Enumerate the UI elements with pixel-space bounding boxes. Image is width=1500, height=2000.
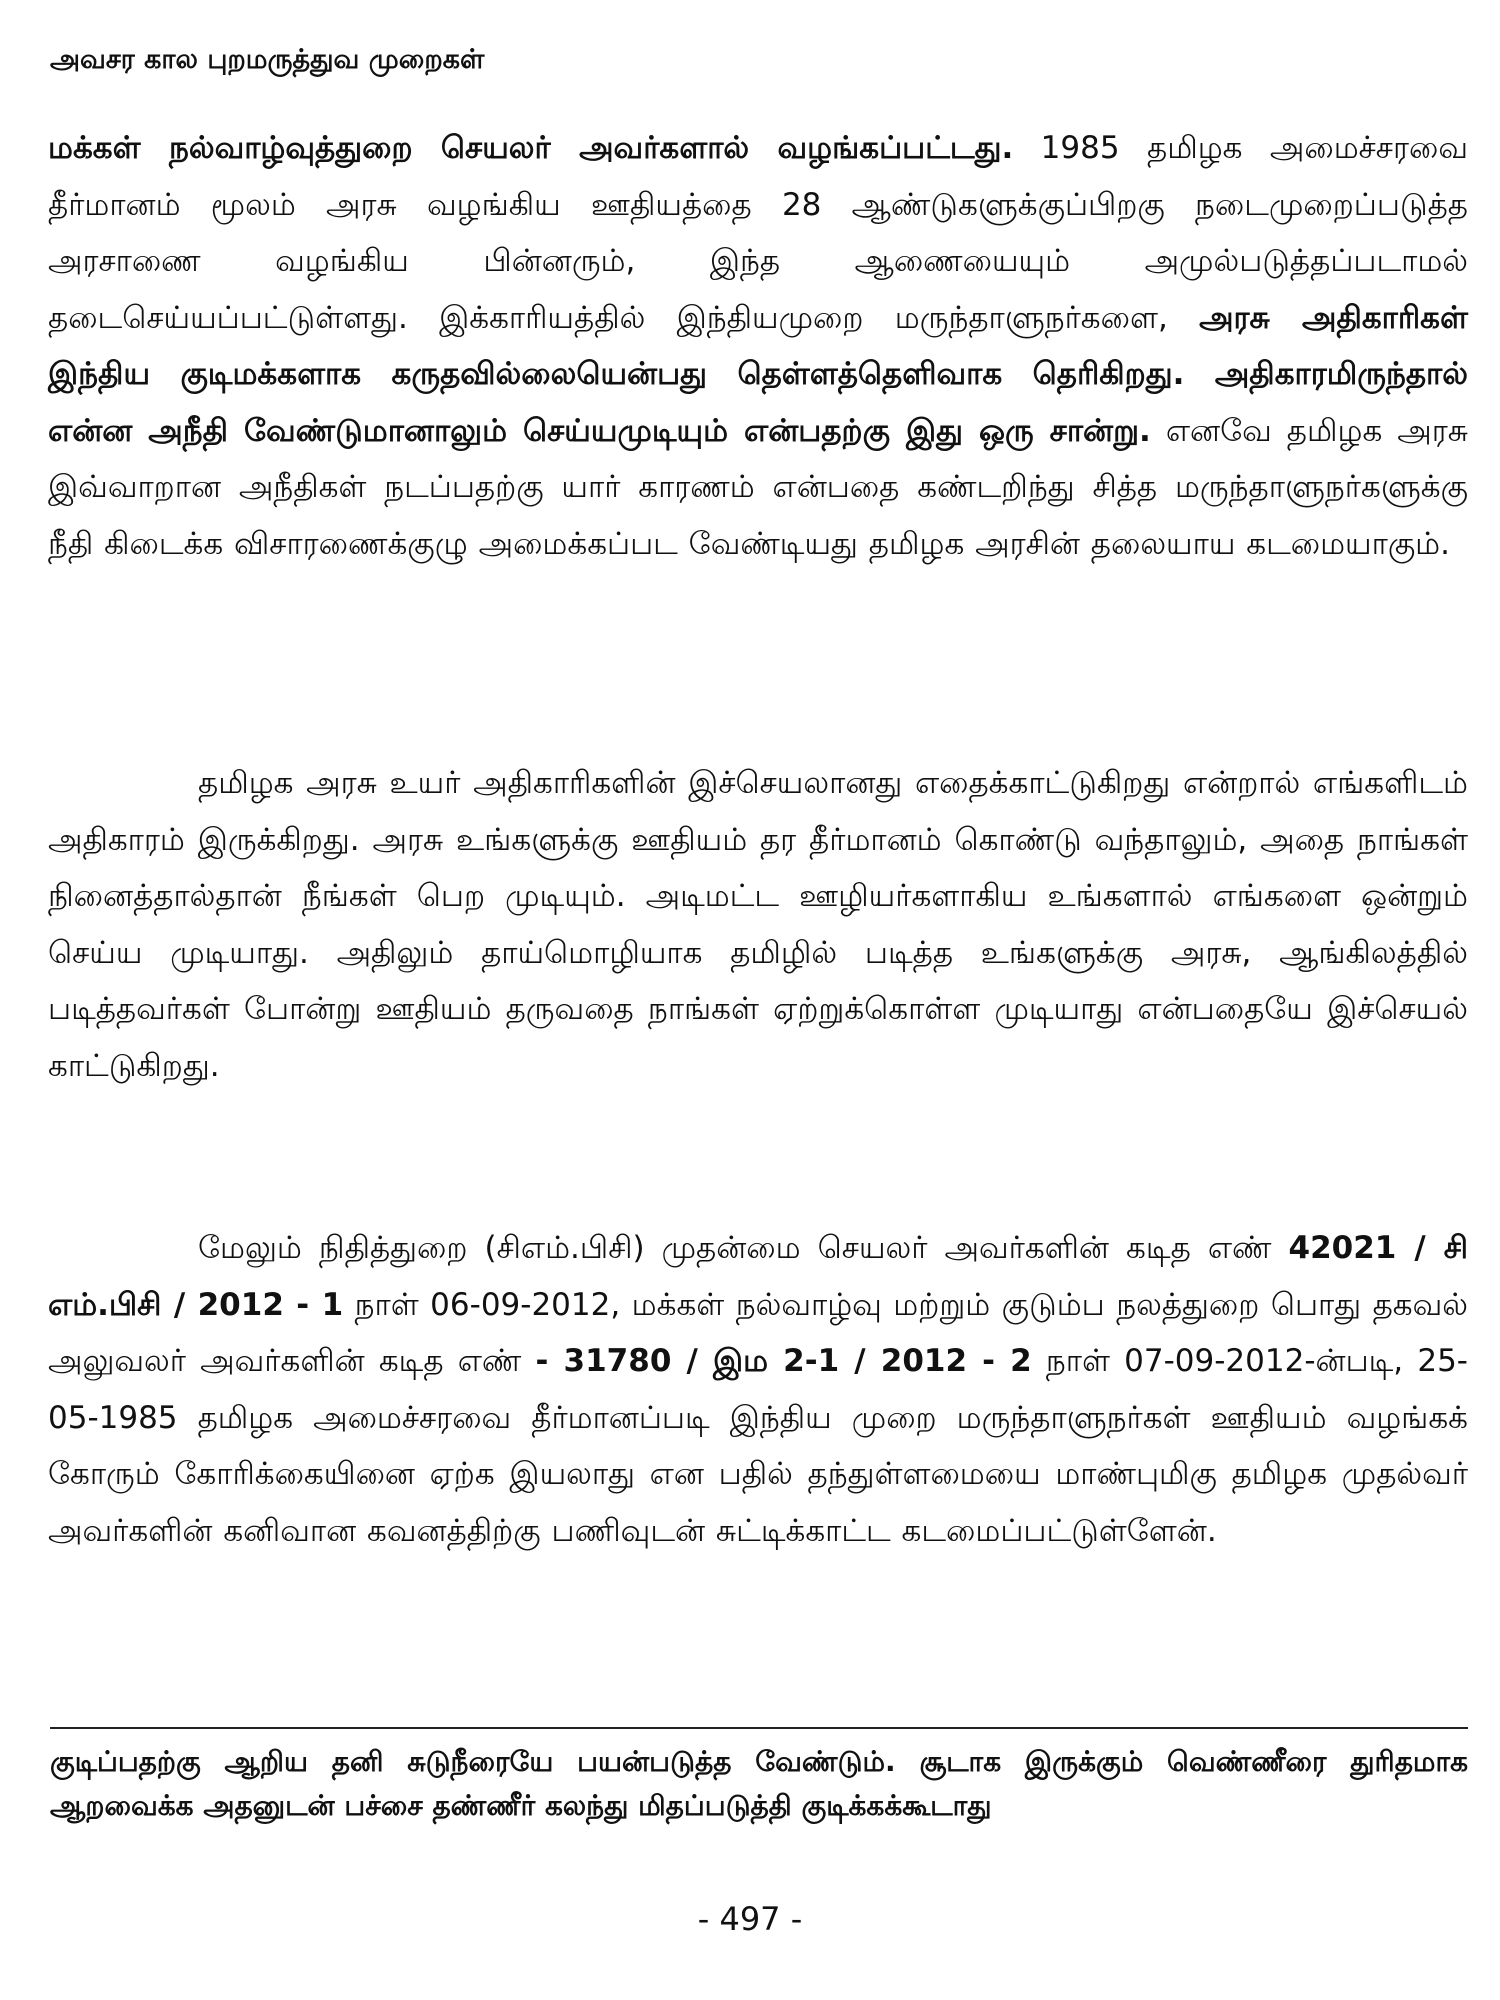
paragraph-3 <box>48 1220 1468 1559</box>
paragraph-1-conclusion: எனவே தமிழக அரசு இவ்வாறான அநீதிகள் நடப்பதற்கு யார் காரணம் என்பதை கண்டறிந்து சித்த மருந்தாளுநர்களுக்கு நீதி கிடைக்க விசாரணைக்குழு அமைக்கப்பட வேண்டியது தமிழக அரசின் தலையாய கடமையாகும். <box>48 412 1468 562</box>
paragraph-3-text-b: நாள் 06-09-2012, மக்கள் நல்வாழ்வு மற்றும் குடும்ப நலத்துறை பொது தகவல் அலுவலர் அவர்களின் கடித எண் <box>48 1286 1468 1379</box>
paragraph-3-text-a: மேலும் நிதித்துறை (சிஎம்.பிசி) முதன்மை செயலர் அவர்களின் கடித எண் <box>198 1230 1289 1266</box>
paragraph-3-text-c: நாள் 07-09-2012-ன்படி, 25-05-1985 தமிழக அமைச்சரவை தீர்மானப்படி இந்திய முறை மருந்தாளுநர்கள் ஊதியம் வழங்கக் கோரும் கோரிக்கையினை ஏற்க இயலாது என பதில் தந்துள்ளமையை மாண்புமிகு தமிழக முதல்வர் அவர்களின் கனிவான கவனத்திற்கு பணிவுடன் சுட்டிக்காட்ட கடமைப்பட்டுள்ளேன். <box>48 1343 1468 1549</box>
paragraph-1 <box>48 120 1468 572</box>
paragraph-1-bold-statement: அரசு அதிகாரிகள் இந்திய குடிமக்களாக கருதவில்லையென்பது தெள்ளத்தெளிவாக தெரிகிறது. அதிகாரமிருந்தால் என்ன அநீதி வேண்டுமானாலும் செய்யமுடியும் என்பதற்கு இது ஒரு சான்று. <box>48 299 1468 449</box>
paragraph-2: தமிழக அரசு உயர் அதிகாரிகளின் இச்செயலானது எதைக்காட்டுகிறது என்றால் எங்களிடம் அதிகாரம் இருக்கிறது. அரசு உங்களுக்கு ஊதியம் தர தீர்மானம் கொண்டு வந்தாலும், அதை நாங்கள் நினைத்தால்தான் நீங்கள் பெற முடியும். அடிமட்ட ஊழியர்களாகிய உங்களால் எங்களை ஒன்றும் செய்ய முடியாது. அதிலும் தாய்மொழியாக தமிழில் படித்த உங்களுக்கு அரசு, ஆங்கிலத்தில் படித்தவர்கள் போன்று ஊதியம் தருவதை நாங்கள் ஏற்றுக்கொள்ள முடியாது என்பதையே இச்செயல் காட்டுகிறது. <box>48 765 1468 1084</box>
running-header: அவசர கால புறமருத்துவ முறைகள் <box>50 44 485 75</box>
paragraph-1-lead-bold: மக்கள் நல்வாழ்வுத்துறை செயலர் அவர்களால் வழங்கப்பட்டது. <box>48 130 1014 166</box>
paragraph-1-text: 1985 தமிழக அமைச்சரவை தீர்மானம் மூலம் அரசு வழங்கிய ஊதியத்தை 28 ஆண்டுகளுக்குப்பிறகு நடைமுறைப்படுத்த அரசாணை வழங்கிய பின்னரும், இந்த ஆணையையும் அமுல்படுத்தப்படாமல் தடைசெய்யப்பட்டுள்ளது. இக்காரியத்தில் இந்தியமுறை மருந்தாளுநர்களை, <box>48 130 1468 336</box>
letter-reference-2: - 31780 / இம 2-1 / 2012 - 2 <box>535 1343 1032 1379</box>
footnote-divider <box>50 1727 1468 1729</box>
letter-reference-1: 42021 / சி எம்.பிசி / 2012 - 1 <box>48 1230 1468 1323</box>
page-number: - 497 - <box>697 1900 803 1938</box>
footnote: குடிப்பதற்கு ஆறிய தனி சுடுநீரையே பயன்படுத்த வேண்டும். சூடாக இருக்கும் வெண்ணீரை துரிதமாக ஆறவைக்க அதனுடன் பச்சை தண்ணீர் கலந்து மிதப்படுத்தி குடிக்கக்கூடாது <box>50 1745 1468 1822</box>
